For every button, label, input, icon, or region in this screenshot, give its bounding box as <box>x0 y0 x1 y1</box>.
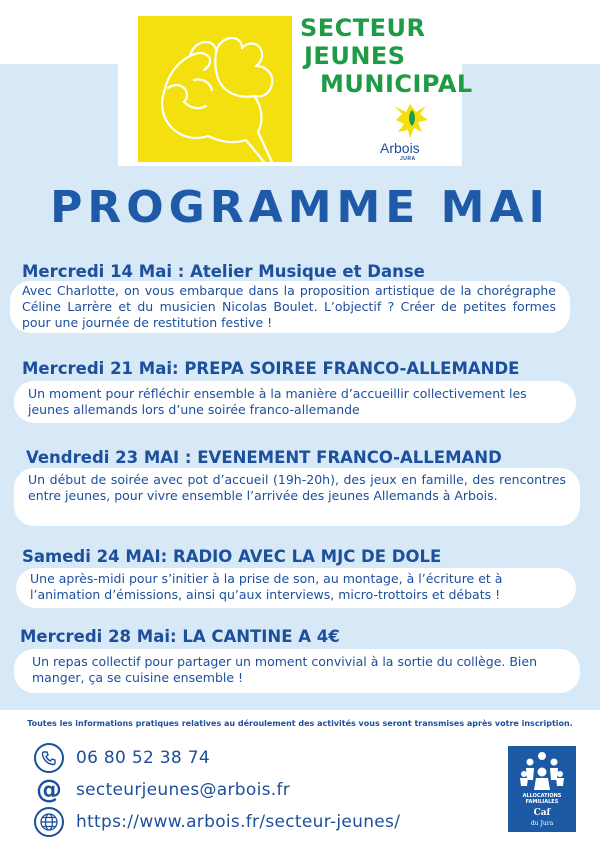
caf-name: Caf <box>533 808 551 818</box>
email-address[interactable]: secteurjeunes@arbois.fr <box>76 780 291 800</box>
event-title-4: Samedi 24 MAI: RADIO AVEC LA MJC DE DOLE <box>22 547 442 566</box>
event-description-1: Avec Charlotte, on vous embarque dans la proposition artistique de la chorégraphe Céline Larrère et du musicien Nicolas Boulet. L’objectif ? Créer de petites formes pour une journée de restitution festive ! <box>10 281 570 333</box>
event-title-3: Vendredi 23 MAI : EVENEMENT FRANCO-ALLEMAND <box>26 448 502 467</box>
caf-logo <box>508 746 576 832</box>
contact-email[interactable] <box>34 774 290 806</box>
website-url[interactable]: https://www.arbois.fr/secteur-jeunes/ <box>76 812 401 832</box>
phone-number[interactable]: 06 80 52 38 74 <box>76 748 210 768</box>
logo-line-2: JEUNES <box>304 42 406 70</box>
caf-family-icon <box>518 750 566 792</box>
event-description-4: Une après-midi pour s’initier à la prise de son, au montage, à l’écriture et à l’animation d’émissions, ainsi qu’aux interviews, micro-trottoirs et débats ! <box>16 568 576 608</box>
arbois-town-name: Arbois <box>380 140 420 156</box>
event-description-3: Un début de soirée avec pot d’accueil (19h-20h), des jeux en famille, des rencontres entre jeunes, pour vivre ensemble l’arrivée des jeunes Allemands à Arbois. <box>14 468 580 526</box>
caf-label: ALLOCATIONS FAMILIALES <box>522 793 562 805</box>
arbois-region: JURA <box>400 156 416 162</box>
logo-wordmark <box>300 14 473 98</box>
page-title: PROGRAMME MAI <box>50 182 550 233</box>
event-description-2: Un moment pour réfléchir ensemble à la manière d’accueillir collectivement les jeunes allemands lors d’une soirée franco-allemande <box>14 381 576 423</box>
event-title-5: Mercredi 28 Mai: LA CANTINE A 4€ <box>20 627 340 646</box>
caf-department: du Jura <box>530 820 554 827</box>
event-description-5: Un repas collectif pour partager un moment convivial à la sortie du collège. Bien manger, ça se cuisine ensemble ! <box>14 649 580 693</box>
event-title-2: Mercredi 21 Mai: PREPA SOIREE FRANCO-ALLEMANDE <box>22 359 520 378</box>
contact-website[interactable] <box>34 806 400 838</box>
pinky-promise-hands-icon <box>154 22 294 162</box>
logo-line-1: SECTEUR <box>300 14 426 42</box>
logo-line-3: MUNICIPAL <box>320 70 473 98</box>
registration-notice: Toutes les informations pratiques relatives au déroulement des activités vous seront transmises après votre inscription. <box>27 719 573 728</box>
globe-icon <box>34 807 64 837</box>
at-sign-icon: @ <box>36 775 62 805</box>
phone-icon <box>34 743 64 773</box>
event-title-1: Mercredi 14 Mai : Atelier Musique et Danse <box>22 262 425 281</box>
arbois-emblem-icon <box>390 104 434 140</box>
secteur-jeunes-logo <box>118 8 473 166</box>
contact-phone[interactable] <box>34 742 210 774</box>
